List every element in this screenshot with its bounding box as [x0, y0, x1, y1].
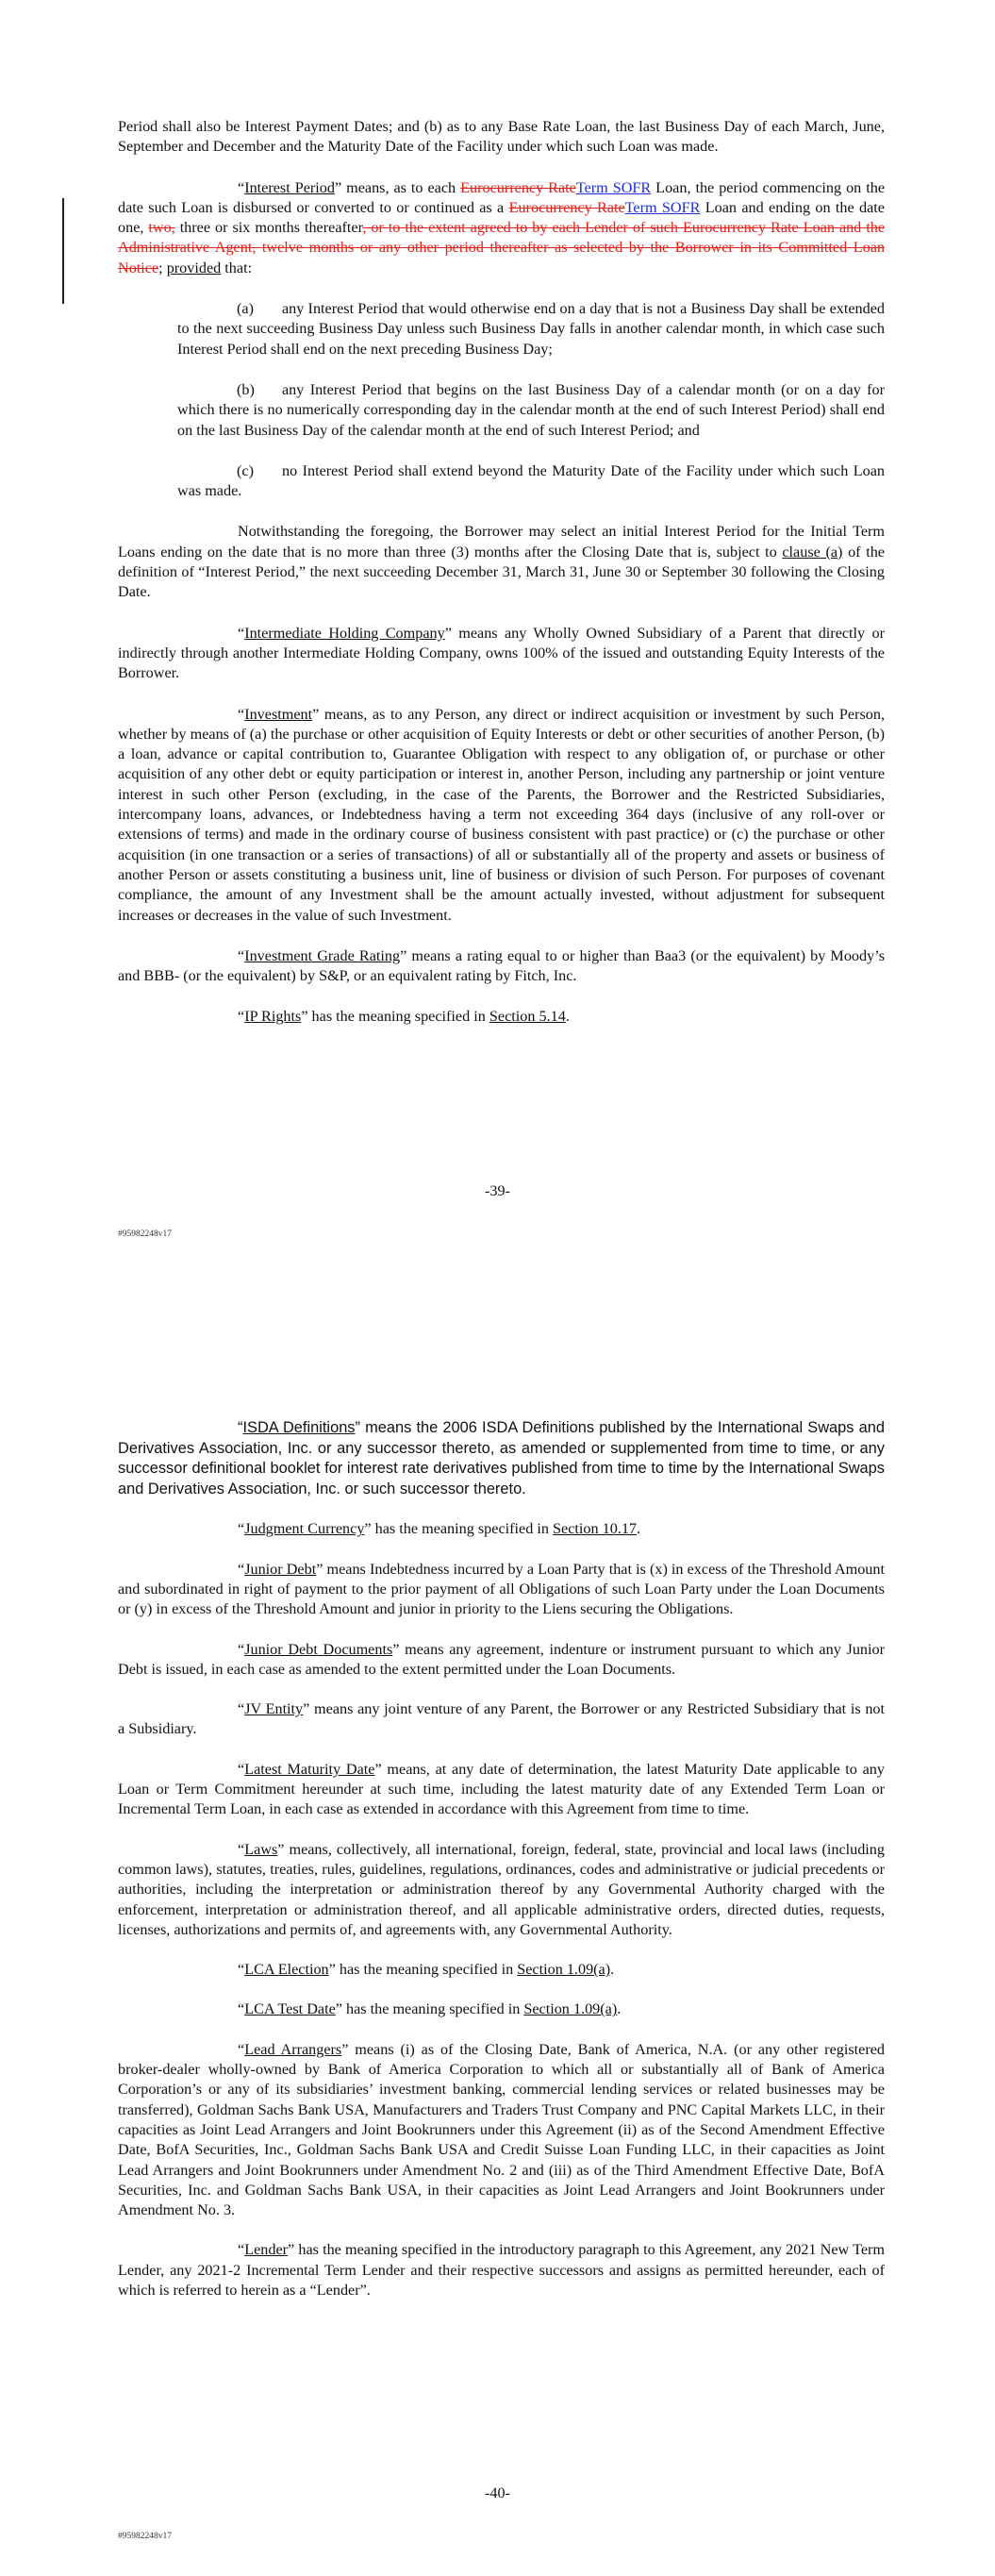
text: .	[610, 1961, 615, 1979]
page-40	[0, 1288, 995, 2576]
judgment-currency-definition	[118, 1519, 885, 1539]
clause-text: any Interest Period that begins on the last Business Day of a calendar month (or on a day for which there is no numerically corresponding day in the calendar month at the end of such Interest Period) shall end on the last Business Day of the calendar month at the end of such Interest Period; and	[177, 380, 885, 439]
provided-keyword: provided	[166, 259, 222, 276]
interest-payment-date-continuation: Period shall also be Interest Payment Dates; and (b) as to any Base Rate Loan, the last Business Day of each March, June, September and December and the Maturity Date of the Facility under which such Loan was made.	[118, 118, 885, 156]
document-id: #95982248v17	[118, 1229, 172, 1239]
defined-term: Junior Debt Documents	[244, 1640, 393, 1658]
text: ” means the 2006 ISDA Definitions published by the International Swaps and Derivatives Association, Inc. or any successor thereto, as amended or supplemented from time to time, or any successor definitional booklet for interest rate derivatives published from time to time by the International Swaps and Derivatives Association, Inc. or such successor thereto.	[118, 1419, 885, 1497]
section-reference: Section 1.09(a)	[523, 2000, 618, 2018]
text: of the definition of “Interest Period,” the next succeeding December 31, March 31, June 30 or September 30 following the Closing Date.	[118, 543, 885, 601]
deleted-text: , or to the extent agreed to by each Lender of such Eurocurrency Rate Loan and the Administrative Agent, twelve months or any other period thereafter as selected by the Borrower in its Committed Loan Notice	[118, 219, 886, 276]
intermediate-holding-company-definition	[118, 624, 885, 684]
page-39-body	[118, 117, 885, 1028]
laws-definition	[118, 1840, 885, 1940]
text: ” means, at any date of determination, the latest Maturity Date applicable to any Loan or Term Commitment hereunder at such time, including the latest maturity date of any Extended Term Loan or Incremental Term Loan, in each case as extended in accordance with this Agreement from time to time.	[118, 1760, 885, 1818]
defined-term: Judgment Currency	[244, 1520, 365, 1538]
quote: “	[238, 1700, 245, 1718]
deleted-text: Eurocurrency Rate	[460, 178, 576, 196]
defined-term: Interest Period	[244, 178, 335, 196]
text: Loan and ending on the date one,	[118, 198, 885, 237]
interest-period-clause-c	[118, 461, 885, 502]
quote: “	[238, 624, 245, 642]
page-number: -39-	[485, 1182, 510, 1199]
clause-label: (a)	[237, 300, 254, 318]
deleted-text: two,	[148, 219, 175, 237]
clause-label: (c)	[237, 461, 254, 479]
interest-period-definition	[118, 178, 885, 278]
lca-election-definition	[118, 1960, 885, 1980]
interest-period-clause-b	[118, 380, 885, 441]
document-id: #95982248v17	[118, 2532, 172, 2541]
clause-reference: clause (a)	[782, 543, 843, 560]
section-reference: Section 10.17	[553, 1520, 638, 1538]
defined-term: ISDA Definitions	[242, 1419, 356, 1436]
defined-term: JV Entity	[244, 1700, 304, 1718]
junior-debt-documents-definition	[118, 1640, 885, 1681]
text: ;	[158, 259, 167, 276]
investment-grade-rating-definition	[118, 946, 885, 987]
interest-period-clause-a	[118, 299, 885, 360]
text: ” has the meaning specified in	[301, 1008, 489, 1026]
text: ” means Indebtedness incurred by a Loan Party that is (x) in excess of the Threshold Amount and subordinated in right of payment to the prior payment of all Obligations of such Loan Party under the Loan Documents or (y) in excess of the Threshold Amount and junior in priority to the Liens securing the Obligations.	[118, 1560, 885, 1618]
page-number: -40-	[485, 2484, 510, 2501]
defined-term: Junior Debt	[244, 1560, 317, 1578]
quote: “	[238, 2000, 245, 2018]
defined-term: Lender	[244, 2241, 289, 2259]
clause-text: any Interest Period that would otherwise end on a day that is not a Business Day shall be extended to the next succeeding Business Day unless such Business Day falls in another calendar month, in which case such Interest Period shall end on the next preceding Business Day;	[177, 300, 885, 358]
page-40-body	[118, 1418, 885, 2300]
inserted-text: Term SOFR	[624, 198, 701, 216]
isda-definitions-definition	[118, 1418, 885, 1499]
quote: “	[238, 1560, 245, 1578]
text: Notwithstanding the foregoing, the Borrower may select an initial Interest Period for the Initial Term Loans ending on the date that is no more than three (3) months after the Closing Date that is, subject to	[118, 523, 885, 560]
notwithstanding-paragraph	[118, 522, 885, 602]
defined-term: Intermediate Holding Company	[244, 624, 445, 642]
junior-debt-definition	[118, 1560, 885, 1620]
quote: “	[238, 1520, 245, 1538]
quote: “	[238, 705, 245, 723]
defined-term: LCA Test Date	[244, 2000, 336, 2018]
text: ” has the meaning specified in the introductory paragraph to this Agreement, any 2021 New Term Lender, any 2021-2 Incremental Term Lender and their respective successors and assigns as permitted hereunder, each of which is referred to herein as a “Lender”.	[118, 2241, 885, 2299]
lender-definition	[118, 2240, 885, 2300]
defined-term: Laws	[244, 1840, 278, 1858]
text: ” means, as to any Person, any direct or indirect acquisition or investment by such Person, whether by means of (a) the purchase or other acquisition of Equity Interests or debt or other securities of another Person, (b) a loan, advance or capital contribution to, Guarantee Obligation with respect to any obligation of, or purchase or other acquisition of any other debt or equity participation or interest in, another Person, including any partnership or joint venture interest in such other Person (excluding, in the case of the Parents, the Borrower and the Restricted Subsidiaries, intercompany loans, advances, or Indebtedness having a term not exceeding 364 days (inclusive of any roll-over or extensions of terms) and made in the ordinary course of business consistent with past practice) or (c) the purchase or other acquisition (in one transaction or a series of transactions) of all or substantially all of the property and assets or business of another Person or assets constituting a business unit, line of business or division of such Person. For purposes of covenant compliance, the amount of any Investment shall be the amount actually invested, without adjustment for subsequent increases or decreases in the value of such Investment.	[118, 705, 885, 924]
quote: “	[238, 2040, 245, 2058]
text: ” means, collectively, all international, foreign, federal, state, provincial and local laws (including common laws), statutes, treaties, rules, guidelines, regulations, ordinances, codes and administrative or judicial precedents or authorities, including the interpretation or administration thereof by any Governmental Authority charged with the enforcement, interpretation or administration thereof, and all applicable administrative orders, directed duties, requests, licenses, authorizations and permits of, and agreements with, any Governmental Authority.	[118, 1840, 885, 1938]
text: ” means, as to each	[334, 178, 461, 196]
quote: “	[238, 1419, 243, 1436]
inserted-text: Term SOFR	[575, 178, 652, 196]
defined-term: IP Rights	[244, 1008, 302, 1026]
text: three or six months thereafter	[174, 219, 363, 237]
clause-label: (b)	[237, 380, 255, 398]
quote: “	[238, 1008, 245, 1026]
jv-entity-definition	[118, 1699, 885, 1740]
quote: “	[238, 1840, 245, 1858]
text: ” has the meaning specified in	[335, 2000, 524, 2018]
defined-term: Investment Grade Rating	[244, 946, 401, 964]
text: ” has the meaning specified in	[364, 1520, 553, 1538]
lca-test-date-definition	[118, 1999, 885, 2019]
defined-term: LCA Election	[244, 1961, 329, 1979]
ip-rights-definition	[118, 1007, 885, 1027]
clause-text: no Interest Period shall extend beyond the Maturity Date of the Facility under which such Loan was made.	[177, 461, 885, 500]
deleted-text: Eurocurrency Rate	[508, 198, 625, 216]
text: .	[565, 1008, 570, 1026]
text: Loan, the period commencing on the date such Loan is disbursed or converted to or continued as a	[118, 178, 886, 216]
text: ” means any agreement, indenture or instrument pursuant to which any Junior Debt is issued, in each case as amended to the extent permitted under the Loan Documents.	[118, 1640, 885, 1678]
text: ” means any Wholly Owned Subsidiary of a Parent that directly or indirectly through another Intermediate Holding Company, owns 100% of the issued and outstanding Equity Interests of the Borrower.	[118, 624, 885, 682]
investment-definition	[118, 705, 885, 926]
text: ” means (i) as of the Closing Date, Bank of America, N.A. (or any other registered broker-dealer wholly-owned by Bank of America Corporation to which all or substantially all of Bank of America Corporation’s or any of its subsidiaries’ investment banking, commercial lending services or related businesses may be transferred), Goldman Sachs Bank USA, Manufacturers and Traders Trust Company and PNC Capital Markets LLC, in their capacities as Joint Lead Arrangers and Joint Bookrunners under this Agreement (ii) as of the Second Amendment Effective Date, BofA Securities, Inc., Goldman Sachs Bank USA and Credit Suisse Loan Funding LLC, in their capacities as Joint Lead Arrangers and Joint Bookrunners under Amendment No. 2 and (iii) as of the Third Amendment Effective Date, BofA Securities, Inc. and Goldman Sachs Bank USA, in their capacities as Joint Lead Arrangers and Joint Bookrunners under Amendment No. 3.	[118, 2040, 885, 2219]
quote: “	[238, 1760, 245, 1778]
section-reference: Section 5.14	[489, 1008, 566, 1026]
section-reference: Section 1.09(a)	[517, 1961, 611, 1979]
defined-term: Investment	[244, 705, 313, 723]
quote: “	[238, 1961, 245, 1979]
text: .	[617, 2000, 622, 2018]
text: ” means any joint venture of any Parent, the Borrower or any Restricted Subsidiary that is not a Subsidiary.	[118, 1700, 885, 1738]
quote: “	[238, 946, 245, 964]
latest-maturity-date-definition	[118, 1760, 885, 1820]
lead-arrangers-definition	[118, 2040, 885, 2221]
defined-term: Latest Maturity Date	[244, 1760, 375, 1778]
change-bar	[62, 198, 64, 304]
text: that:	[221, 259, 253, 276]
text: ” means a rating equal to or higher than Baa3 (or the equivalent) by Moody’s and BBB- (or the equivalent) by S&P, or an equivalent rating by Fitch, Inc.	[118, 946, 885, 985]
quote: “	[238, 2241, 245, 2259]
defined-term: Lead Arrangers	[244, 2040, 342, 2058]
quote: “	[238, 178, 245, 196]
quote: “	[238, 1640, 245, 1658]
text: .	[637, 1520, 641, 1538]
text: ” has the meaning specified in	[328, 1961, 518, 1979]
